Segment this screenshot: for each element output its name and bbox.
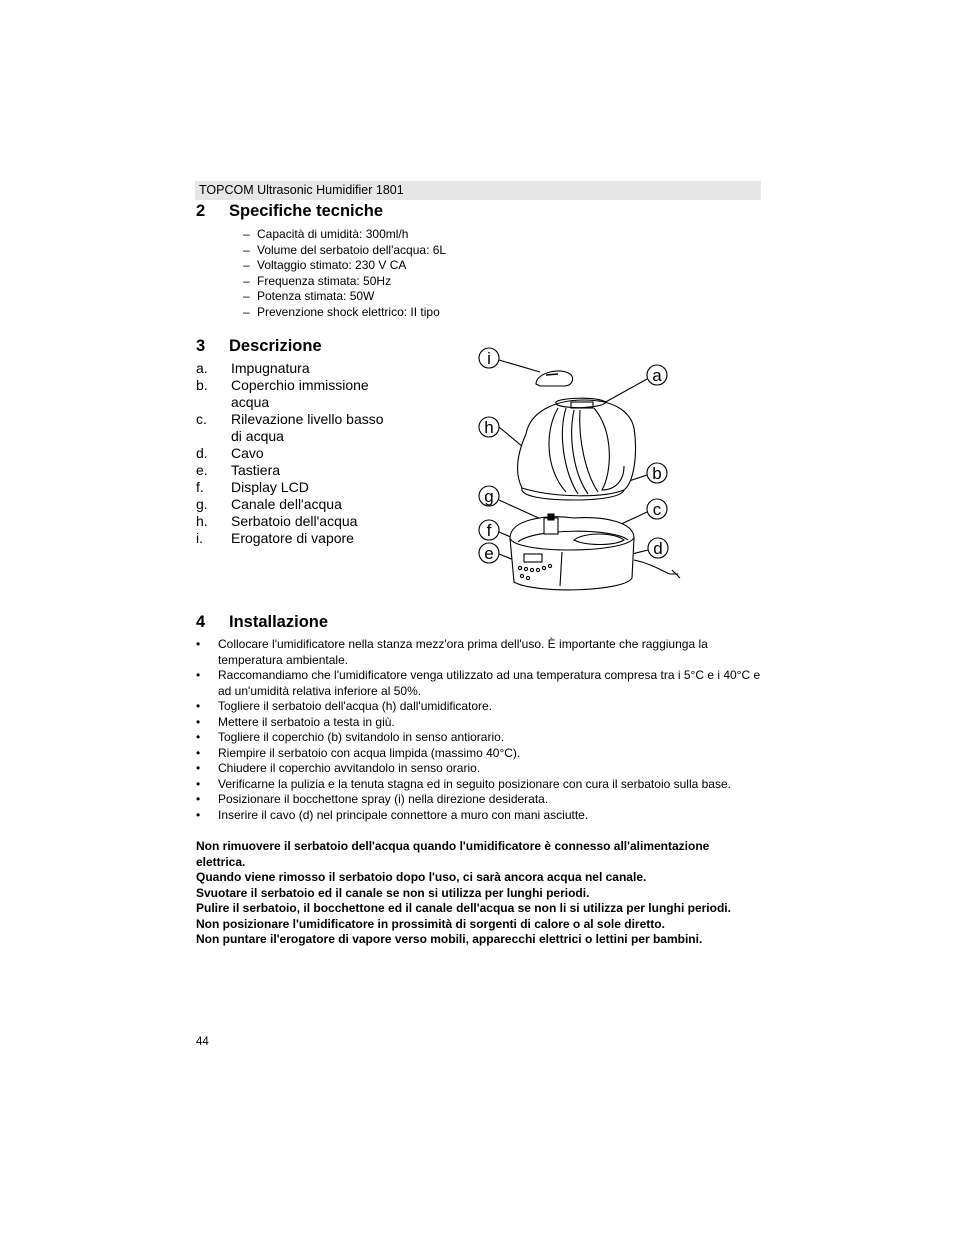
section-heading: Descrizione bbox=[229, 337, 322, 355]
list-item: • Chiudere il coperchio avvitandolo in senso orario. bbox=[196, 761, 481, 775]
water-tank-icon bbox=[518, 398, 636, 500]
list-item: • Togliere il coperchio (b) svitandolo in senso antiorario. bbox=[196, 730, 505, 744]
warning-line: Pulire il serbatoio, il bocchettone ed il canale dell'acqua se non li si utilizza per lunghi periodi. bbox=[196, 901, 731, 915]
warning-line: Non puntare il'erogatore di vapore verso mobili, apparecchi elettrici o lettini per bambini. bbox=[196, 932, 703, 946]
section-number: 3 bbox=[196, 337, 206, 355]
callout-a bbox=[602, 365, 667, 404]
list-item: e. Tastiera bbox=[196, 462, 281, 478]
callout-i bbox=[479, 348, 540, 372]
list-item: b. Coperchio immissione acqua bbox=[196, 377, 369, 410]
list-item: – Prevenzione shock elettrico: II tipo bbox=[243, 304, 440, 319]
page-number: 44 bbox=[196, 1036, 209, 1048]
list-item: a. Impugnatura bbox=[196, 360, 310, 376]
callout-d bbox=[632, 538, 668, 558]
section-number: 4 bbox=[196, 613, 206, 631]
list-item: – Potenza stimata: 50W bbox=[243, 289, 375, 303]
list-item: h. Serbatoio dell'acqua bbox=[196, 513, 358, 529]
list-item: d. Cavo bbox=[196, 445, 264, 461]
humidifier-diagram bbox=[474, 342, 684, 597]
list-item: • Togliere il serbatoio dell'acqua (h) dall'umidificatore. bbox=[196, 699, 493, 713]
warning-line: Quando viene rimosso il serbatoio dopo l'uso, ci sarà ancora acqua nel canale. bbox=[196, 870, 647, 884]
section-heading: Installazione bbox=[229, 613, 329, 631]
warning-line: Non rimuovere il serbatoio dell'acqua quando l'umidificatore è connesso all'alimentazione elettrica. bbox=[196, 839, 710, 869]
list-item: i. Erogatore di vapore bbox=[196, 530, 354, 546]
list-item: – Frequenza stimata: 50Hz bbox=[243, 273, 392, 288]
svg-text:h: h bbox=[484, 418, 494, 437]
list-item: c. Rilevazione livello basso di acqua bbox=[196, 411, 384, 444]
warning-line: Svuotare il serbatoio ed il canale se non si utilizza per lunghi periodi. bbox=[196, 885, 590, 900]
spec-list bbox=[243, 227, 446, 320]
svg-text:i: i bbox=[487, 349, 491, 368]
callout-h bbox=[479, 417, 523, 447]
section-number: 2 bbox=[196, 202, 206, 220]
list-item: – Volume del serbatoio dell'acqua: 6L bbox=[243, 242, 447, 257]
list-item: • Verificarne la pulizia e la tenuta stagna ed in seguito posizionare con cura il serbatoio sulla base. bbox=[196, 776, 731, 791]
list-item: • Collocare l'umidificatore nella stanza mezz'ora prima dell'uso. È importante che raggiunga la temperatura ambientale. bbox=[196, 637, 708, 667]
svg-text:e: e bbox=[484, 544, 494, 563]
svg-text:f: f bbox=[486, 521, 492, 540]
list-item: f. Display LCD bbox=[196, 479, 309, 495]
section-3-title bbox=[196, 337, 322, 356]
svg-text:a: a bbox=[652, 366, 662, 385]
section-2-title bbox=[196, 202, 383, 221]
section-heading: Specifiche tecniche bbox=[229, 202, 384, 220]
list-item: – Capacità di umidità: 300ml/h bbox=[243, 227, 409, 241]
running-header: TOPCOM Ultrasonic Humidifier 1801 bbox=[195, 181, 761, 200]
section-4-title bbox=[196, 613, 328, 632]
warning-line: Non posizionare l'umidificatore in prossimità di sorgenti di calore o al sole diretto. bbox=[196, 916, 665, 931]
list-item: • Raccomandiamo che l'umidificatore venga utilizzato ad una temperatura compresa tra i 5°C e i 40°C e ad un'umidità relativa inferiore al 50%. bbox=[196, 668, 761, 698]
list-item: – Voltaggio stimato: 230 V CA bbox=[243, 258, 407, 272]
list-item: • Mettere il serbatoio a testa in giù. bbox=[196, 714, 395, 729]
installation-list bbox=[196, 637, 762, 823]
description-list bbox=[196, 360, 396, 547]
svg-text:b: b bbox=[652, 464, 662, 483]
svg-text:g: g bbox=[484, 487, 494, 506]
list-item: • Riempire il serbatoio con acqua limpida (massimo 40°C). bbox=[196, 745, 521, 760]
steam-nozzle-icon bbox=[536, 371, 573, 386]
svg-text:c: c bbox=[652, 500, 662, 519]
list-item: • Inserire il cavo (d) nel principale connettore a muro con mani asciutte. bbox=[196, 807, 589, 822]
list-item: g. Canale dell'acqua bbox=[196, 496, 342, 512]
warning-block bbox=[196, 839, 762, 948]
svg-text:d: d bbox=[653, 539, 663, 558]
list-item: • Posizionare il bocchettone spray (i) nella direzione desiderata. bbox=[196, 792, 549, 806]
